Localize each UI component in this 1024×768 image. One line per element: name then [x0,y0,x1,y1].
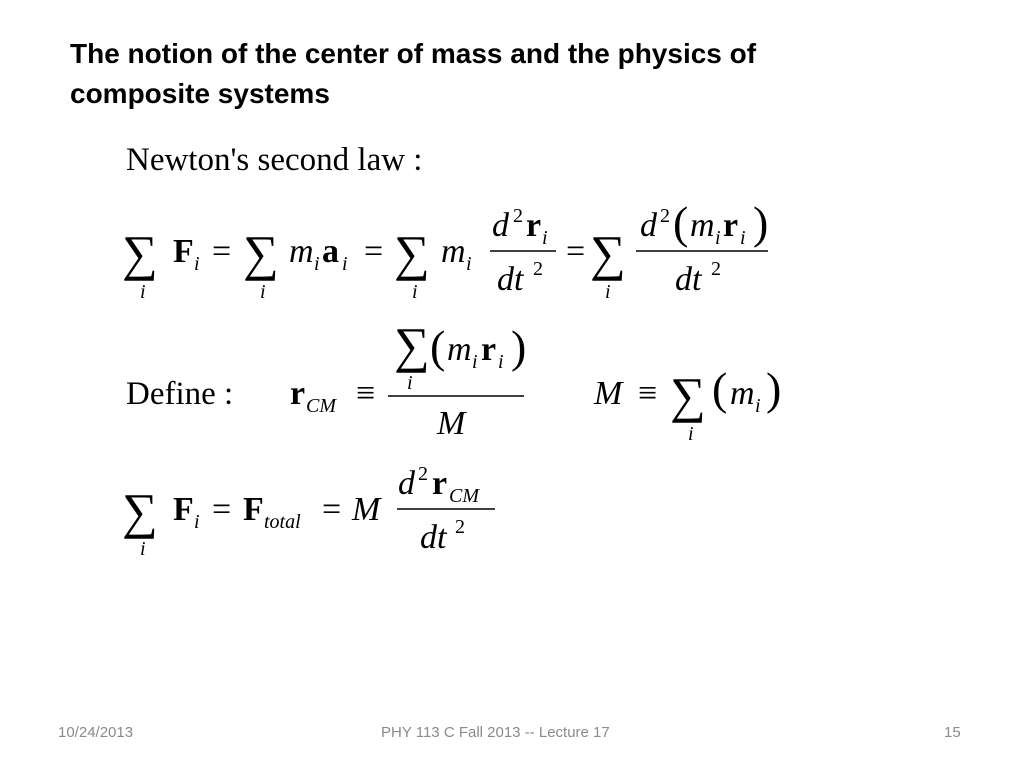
differential-d: d [492,207,509,244]
equation-newton-second-law [122,197,768,303]
title-line-2: composite systems [70,78,330,109]
sum-index: i [412,281,418,303]
subscript-i: i [740,227,746,249]
define-label: Define : [126,376,234,412]
exponent-two: 2 [711,258,721,280]
newtons-law-label: Newton's second law : [126,142,423,178]
summation-symbol: ∑ [394,317,430,373]
summation-symbol: ∑ [670,367,706,423]
sum-index: i [140,538,146,560]
total-mass-M: M [352,491,381,528]
exponent-two: 2 [455,516,465,538]
summation-symbol: ∑ [590,225,626,281]
subscript-i: i [472,351,478,373]
summation-symbol: ∑ [243,225,279,281]
subscript-i: i [498,351,504,373]
subscript-i: i [715,227,721,249]
equals-sign: = [212,491,232,528]
summation-symbol: ∑ [394,225,430,281]
acceleration-symbol: a [322,233,339,270]
dt-denominator: dt [420,519,447,556]
subscript-i: i [755,395,761,417]
equals-sign: = [322,491,342,528]
summation-symbol: ∑ [122,225,158,281]
sum-index: i [140,281,146,303]
subscript-i: i [466,253,472,275]
sum-index: i [688,423,694,445]
equiv-sign: ≡ [356,375,376,412]
footer-date: 10/24/2013 [58,724,134,741]
differential-d: d [640,207,657,244]
footer-course: PHY 113 C Fall 2013 -- Lecture 17 [381,724,610,741]
subscript-i: i [342,253,348,275]
subscript-i: i [194,511,200,533]
position-vector-r: r [481,331,497,368]
mass-symbol: m [289,233,314,270]
sum-index: i [605,281,611,303]
footer-page-number: 15 [944,724,961,741]
exponent-two: 2 [513,205,523,227]
dt-denominator: dt [497,261,524,298]
sum-index: i [407,372,413,394]
position-vector-r: r [432,465,448,502]
force-symbol: F [173,233,194,270]
total-mass-M: M [437,405,466,442]
dt-denominator: dt [675,261,702,298]
exponent-two: 2 [533,258,543,280]
position-vector-r: r [526,207,542,244]
sum-index: i [260,281,266,303]
mass-symbol: m [441,233,466,270]
exponent-two: 2 [418,463,428,485]
equation-total-force [122,463,495,560]
position-vector-r: r [290,375,306,412]
title-line-1: The notion of the center of mass and the physics of [70,38,757,69]
right-paren: ) [753,197,769,248]
subscript-total: total [264,511,301,533]
equals-sign: = [212,233,232,270]
equiv-sign: ≡ [638,375,658,412]
summation-symbol: ∑ [122,483,158,539]
mass-symbol: m [447,331,472,368]
right-paren: ) [766,363,782,414]
equals-sign: = [364,233,384,270]
force-symbol: F [243,491,264,528]
subscript-i: i [314,253,320,275]
equals-sign: = [566,233,586,270]
mass-symbol: m [730,375,755,412]
left-paren: ( [673,197,689,248]
right-paren: ) [511,321,527,372]
subscript-i: i [194,253,200,275]
position-vector-r: r [723,207,739,244]
differential-d: d [398,465,415,502]
left-paren: ( [712,363,728,414]
subscript-i: i [542,227,548,249]
total-mass-M: M [594,375,623,412]
force-symbol: F [173,491,194,528]
left-paren: ( [430,321,446,372]
exponent-two: 2 [660,205,670,227]
mass-symbol: m [690,207,715,244]
subscript-cm: CM [306,395,336,417]
equation-center-of-mass-definition [126,317,781,445]
subscript-cm: CM [449,485,479,507]
